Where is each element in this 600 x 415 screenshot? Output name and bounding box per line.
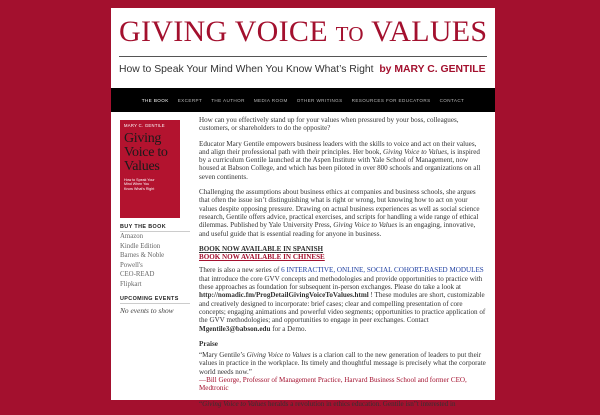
summary-text: is an engaging, innovative, and useful guide that is essential reading for anyone in business. — [199, 221, 476, 238]
quote-text: “ — [199, 399, 203, 408]
nav-the-author[interactable]: THE AUTHOR — [211, 97, 245, 103]
tagline-author: by MARY C. GENTILE — [379, 64, 486, 75]
cover-subtitle-line: How to Speak Your — [124, 178, 155, 182]
cover-title-line: Voice to — [124, 145, 168, 160]
summary-paragraph — [199, 188, 487, 238]
spanish-edition-link[interactable]: BOOK NOW AVAILABLE IN SPANISH — [199, 244, 324, 253]
buy-link-flipkart[interactable]: Flipkart — [120, 280, 142, 288]
site-title-to: TO — [335, 22, 364, 46]
site-title-end: VALUES — [371, 15, 488, 48]
title-divider — [119, 56, 487, 57]
book-cover-image[interactable] — [120, 120, 180, 218]
contact-email-link[interactable]: Mgentile3@babson.edu — [199, 324, 271, 333]
nav-excerpt[interactable]: EXCERPT — [177, 97, 203, 103]
buy-link-amazon[interactable]: Amazon — [120, 233, 144, 240]
site-title-main: GIVING VOICE — [119, 15, 328, 48]
book-title-text: Giving Voice to Values — [333, 221, 398, 230]
buy-link-powells[interactable]: Powell's — [120, 261, 143, 269]
nav-resources-for-educators[interactable]: RESOURCES FOR EDUCATORS — [351, 97, 431, 103]
quote-text: is a clarion call to the new generation of leaders to put their values in practice in the workplace. Its timely and thoughtful message is precisely what the corporate world needs now.” — [199, 351, 486, 376]
about-text: Educator Mary Gentile empowers business leaders with the skills to voice and act on their values, and align their professional path with their principles. Her book, — [199, 139, 477, 156]
book-title-text: Giving Voice to Values — [202, 399, 267, 408]
events-empty-text: No events to show — [120, 305, 174, 315]
main-nav — [111, 88, 495, 112]
modules-paragraph — [199, 266, 487, 332]
praise-quote — [199, 400, 487, 408]
cover-title-line: Giving — [124, 131, 162, 146]
buy-the-book-heading: BUY THE BOOK — [120, 224, 190, 232]
summary-text: Challenging the assumptions about business ethics at companies and business schools, she argues that often the issue isn’t distinguishing what is right or wrong, but knowing how to act on your values despite opposing pressure. Drawing on actual business experiences as well as social science research, Gentile offers advice, practical exercises, and scripts for handling a wide range of ethical dilemmas. Published by Yale University Press, — [199, 188, 480, 230]
buy-link-ceo-read[interactable]: CEO-READ — [120, 271, 155, 279]
modules-text: that introduce the core GVV concepts and methodologies and provide opportunities to practice with these approaches as foundation for subsequent in-person exchanges. Please do take a look at — [199, 274, 483, 292]
modules-text: for a Demo. — [270, 324, 307, 333]
intro-paragraph: How can you effectively stand up for your values when pressured by your boss, colleagues, customers, or shareholders to do the opposite? — [199, 116, 459, 133]
praise-quote — [199, 351, 487, 392]
cover-title-line: Values — [124, 159, 160, 174]
modules-url-link[interactable]: http://nomadic.fm/ProgDetailGivingVoiceToValues.html — [199, 291, 369, 300]
modules-text: There is also a new series of — [199, 266, 282, 275]
cover-subtitle — [124, 178, 176, 191]
cover-subtitle-line: Know What’s Right — [124, 186, 155, 191]
book-title-text: Giving Voice to Values — [246, 351, 311, 360]
cover-author: MARY C. GENTILE — [124, 123, 165, 128]
nav-the-book[interactable]: THE BOOK — [141, 97, 169, 103]
sidebar — [120, 120, 190, 315]
main-content — [199, 116, 487, 415]
quote-text: “Mary Gentile’s — [199, 351, 247, 360]
nav-contact[interactable]: CONTACT — [439, 97, 465, 103]
buy-link-barnes-noble[interactable]: Barnes & Noble — [120, 252, 165, 260]
upcoming-events-heading: UPCOMING EVENTS — [120, 296, 190, 304]
page-container — [111, 8, 495, 408]
quote-text: heralds a revolution in ethics education. Gentile isn”t interested in — [266, 399, 456, 408]
praise-heading: Praise — [199, 339, 218, 348]
about-text: , is inspired by a curriculum Gentile launched at the Aspen Institute with Yale School of Management, now housed at Babson College, and which has been piloted in over 800 schools and organizations on all seven continents. — [199, 147, 481, 181]
modules-link[interactable]: 6 INTERACTIVE, ONLINE, SOCIAL COHORT-BASED MODULES — [281, 266, 484, 275]
buy-link-kindle[interactable]: Kindle Edition — [120, 242, 161, 250]
about-paragraph — [199, 140, 487, 181]
cover-subtitle-line: Mind When You — [124, 182, 150, 187]
cover-title — [124, 132, 176, 174]
nav-other-writings[interactable]: OTHER WRITINGS — [296, 97, 343, 103]
book-title-text: Giving Voice to Values — [383, 147, 448, 156]
masthead — [111, 8, 495, 88]
site-title[interactable] — [119, 14, 491, 52]
tagline — [119, 64, 489, 75]
buy-links-list — [120, 232, 190, 290]
chinese-edition-link[interactable]: BOOK NOW AVAILABLE IN CHINESE — [199, 253, 325, 262]
modules-text: ! These modules are short, customizable and creatively designed to incorporate: brief cases; clear and compelling presentation of core concepts; engaging animations and powerful video segments; opportunities to practice application of the GVV methodologies; and opportunities to engage in peer exchanges. Contact — [199, 291, 486, 325]
tagline-text: How to Speak Your Mind When You Know What’s Right — [119, 64, 374, 75]
quote-attribution: —Bill George, Professor of Management Practice, Harvard Business School and former CEO, Medtronic — [199, 376, 467, 393]
nav-media-room[interactable]: MEDIA ROOM — [253, 97, 288, 103]
